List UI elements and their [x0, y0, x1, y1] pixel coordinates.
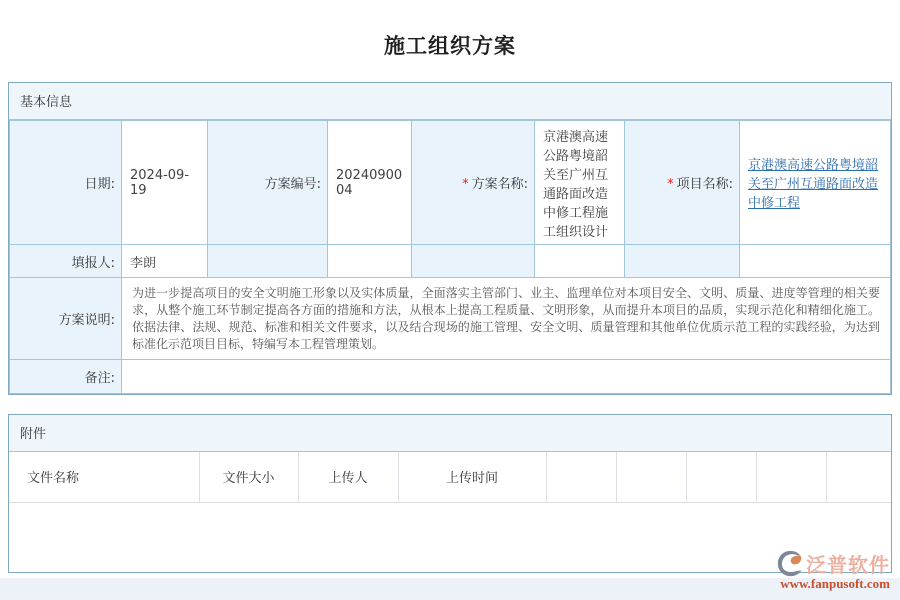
date-value: 2024-09-19 — [122, 121, 208, 245]
description-value: 为进一步提高项目的安全文明施工形象以及实体质量，全面落实主管部门、业主、监理单位对本项目安全、文明、质量、进度等管理的相关要求，从整个施工环节制定提高各方面的措施和方法，从根本上提高工程质量、文明形象，从而提升本项目的品质，实现示范化和精细化施工。依据法律、法规、规范、标准和相关文件要求，以及结合现场的施工管理、安全文明、质量管理和其他单位优质示范工程的实践经验，为达到标准化示范项目目标，特编写本工程管理策划。 — [132, 285, 880, 351]
brand-website[interactable]: www.fanpusoft.com — [780, 576, 890, 591]
column-header-empty — [686, 452, 756, 502]
column-header-empty — [546, 452, 616, 502]
fanpu-logo-icon — [777, 550, 804, 577]
brand-name: 泛普软件 — [806, 553, 890, 577]
plan-name-value: 京港澳高速公路粤境韶关至广州互通路面改造中修工程施工组织设计 — [535, 121, 625, 245]
reporter-label: 填报人: — [10, 245, 122, 278]
description-label: 方案说明: — [10, 278, 122, 360]
brand-footer — [740, 549, 890, 592]
empty-value-cell — [535, 245, 625, 278]
column-header-uploader: 上传人 — [298, 452, 398, 502]
description-cell — [122, 278, 891, 360]
basic-info-section — [8, 82, 892, 395]
date-label: 日期: — [10, 121, 122, 245]
basic-info-table — [9, 120, 891, 394]
empty-label-cell — [412, 245, 535, 278]
empty-value-cell — [328, 245, 412, 278]
column-header-empty — [826, 452, 891, 502]
project-name-cell — [740, 121, 891, 245]
column-header-empty — [756, 452, 826, 502]
page-title: 施工组织方案 — [384, 34, 516, 58]
column-header-upload-time: 上传时间 — [398, 452, 546, 502]
remark-value — [122, 360, 891, 394]
required-asterisk: * — [667, 177, 674, 192]
attachments-section-header: 附件 — [9, 415, 891, 452]
project-name-label — [625, 121, 740, 245]
basic-info-section-header: 基本信息 — [9, 83, 891, 120]
project-name-link[interactable]: 京港澳高速公路粤境韶关至广州互通路面改造中修工程 — [748, 158, 879, 211]
plan-no-label: 方案编号: — [208, 121, 328, 245]
empty-value-cell — [740, 245, 891, 278]
empty-label-cell — [625, 245, 740, 278]
column-header-file-size: 文件大小 — [199, 452, 298, 502]
required-asterisk: * — [462, 177, 469, 192]
empty-label-cell — [208, 245, 328, 278]
project-name-label-text: 项目名称: — [676, 177, 733, 192]
plan-name-label-text: 方案名称: — [471, 177, 528, 192]
reporter-value: 李朗 — [122, 245, 208, 278]
table-row — [10, 278, 891, 360]
column-header-file-name: 文件名称 — [9, 452, 199, 502]
table-row — [10, 245, 891, 278]
table-row — [10, 121, 891, 245]
column-header-empty — [616, 452, 686, 502]
plan-name-label — [412, 121, 535, 245]
remark-label: 备注: — [10, 360, 122, 394]
plan-no-value: 2024090004 — [328, 121, 412, 245]
table-row — [10, 360, 891, 394]
attachments-header-row — [9, 452, 891, 502]
